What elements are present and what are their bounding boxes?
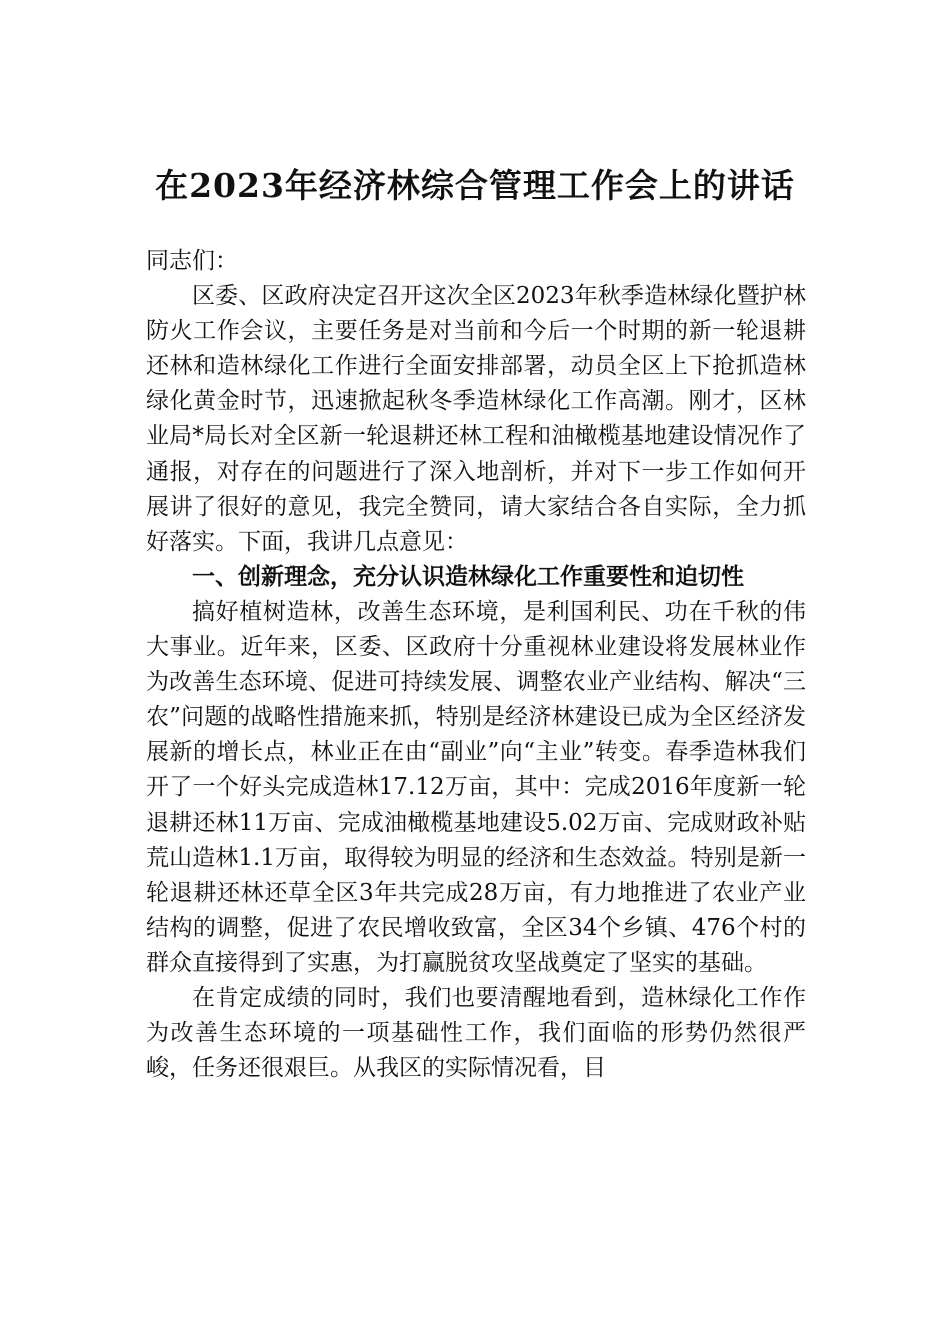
salutation: 同志们：	[146, 248, 238, 274]
paragraph-challenges: 在肯定成绩的同时，我们也要清醒地看到，造林绿化工作作为改善生态环境的一项基础性工作，我们面临的形势仍然很严峻，任务还很艰巨。从我区的实际情况看，目	[146, 984, 806, 1082]
paragraph-intro: 区委、区政府决定召开这次全区2023年秋季造林绿化暨护林防火工作会议，主要任务是对当前和今后一个时期的新一轮退耕还林和造林绿化工作进行全面安排部署，动员全区上下抢抓造林绿化黄金时节，迅速掀起秋冬季造林绿化工作高潮。刚才，区林业局*局长对全区新一轮退耕还林工程和油橄榄基地建设情况作了通报，对存在的问题进行了深入地剖析，并对下一步工作如何开展讲了很好的意见，我完全赞同，请大家结合各自实际，全力抓好落实。下面，我讲几点意见：	[146, 283, 806, 555]
document-title: 在2023年经济林综合管理工作会上的讲话	[155, 166, 795, 205]
document-body	[146, 244, 806, 1086]
section-heading-1: 一、创新理念，充分认识造林绿化工作重要性和迫切性	[192, 563, 744, 590]
paragraph-achievements: 搞好植树造林，改善生态环境，是利国利民、功在千秋的伟大事业。近年来，区委、区政府十分重视林业建设将发展林业作为改善生态环境、促进可持续发展、调整农业产业结构、解决“三农”问题的战略性措施来抓，特别是经济林建设已成为全区经济发展新的增长点，林业正在由“副业”向“主业”转变。春季造林我们开了一个好头完成造林17.12万亩，其中：完成2016年度新一轮退耕还林11万亩、完成油橄榄基地建设5.02万亩、完成财政补贴荒山造林1.1万亩，取得较为明显的经济和生态效益。特别是新一轮退耕还林还草全区3年共完成28万亩，有力地推进了农业产业结构的调整，促进了农民增收致富，全区34个乡镇、476个村的群众直接得到了实惠，为打赢脱贫攻坚战奠定了坚实的基础。	[146, 598, 806, 976]
